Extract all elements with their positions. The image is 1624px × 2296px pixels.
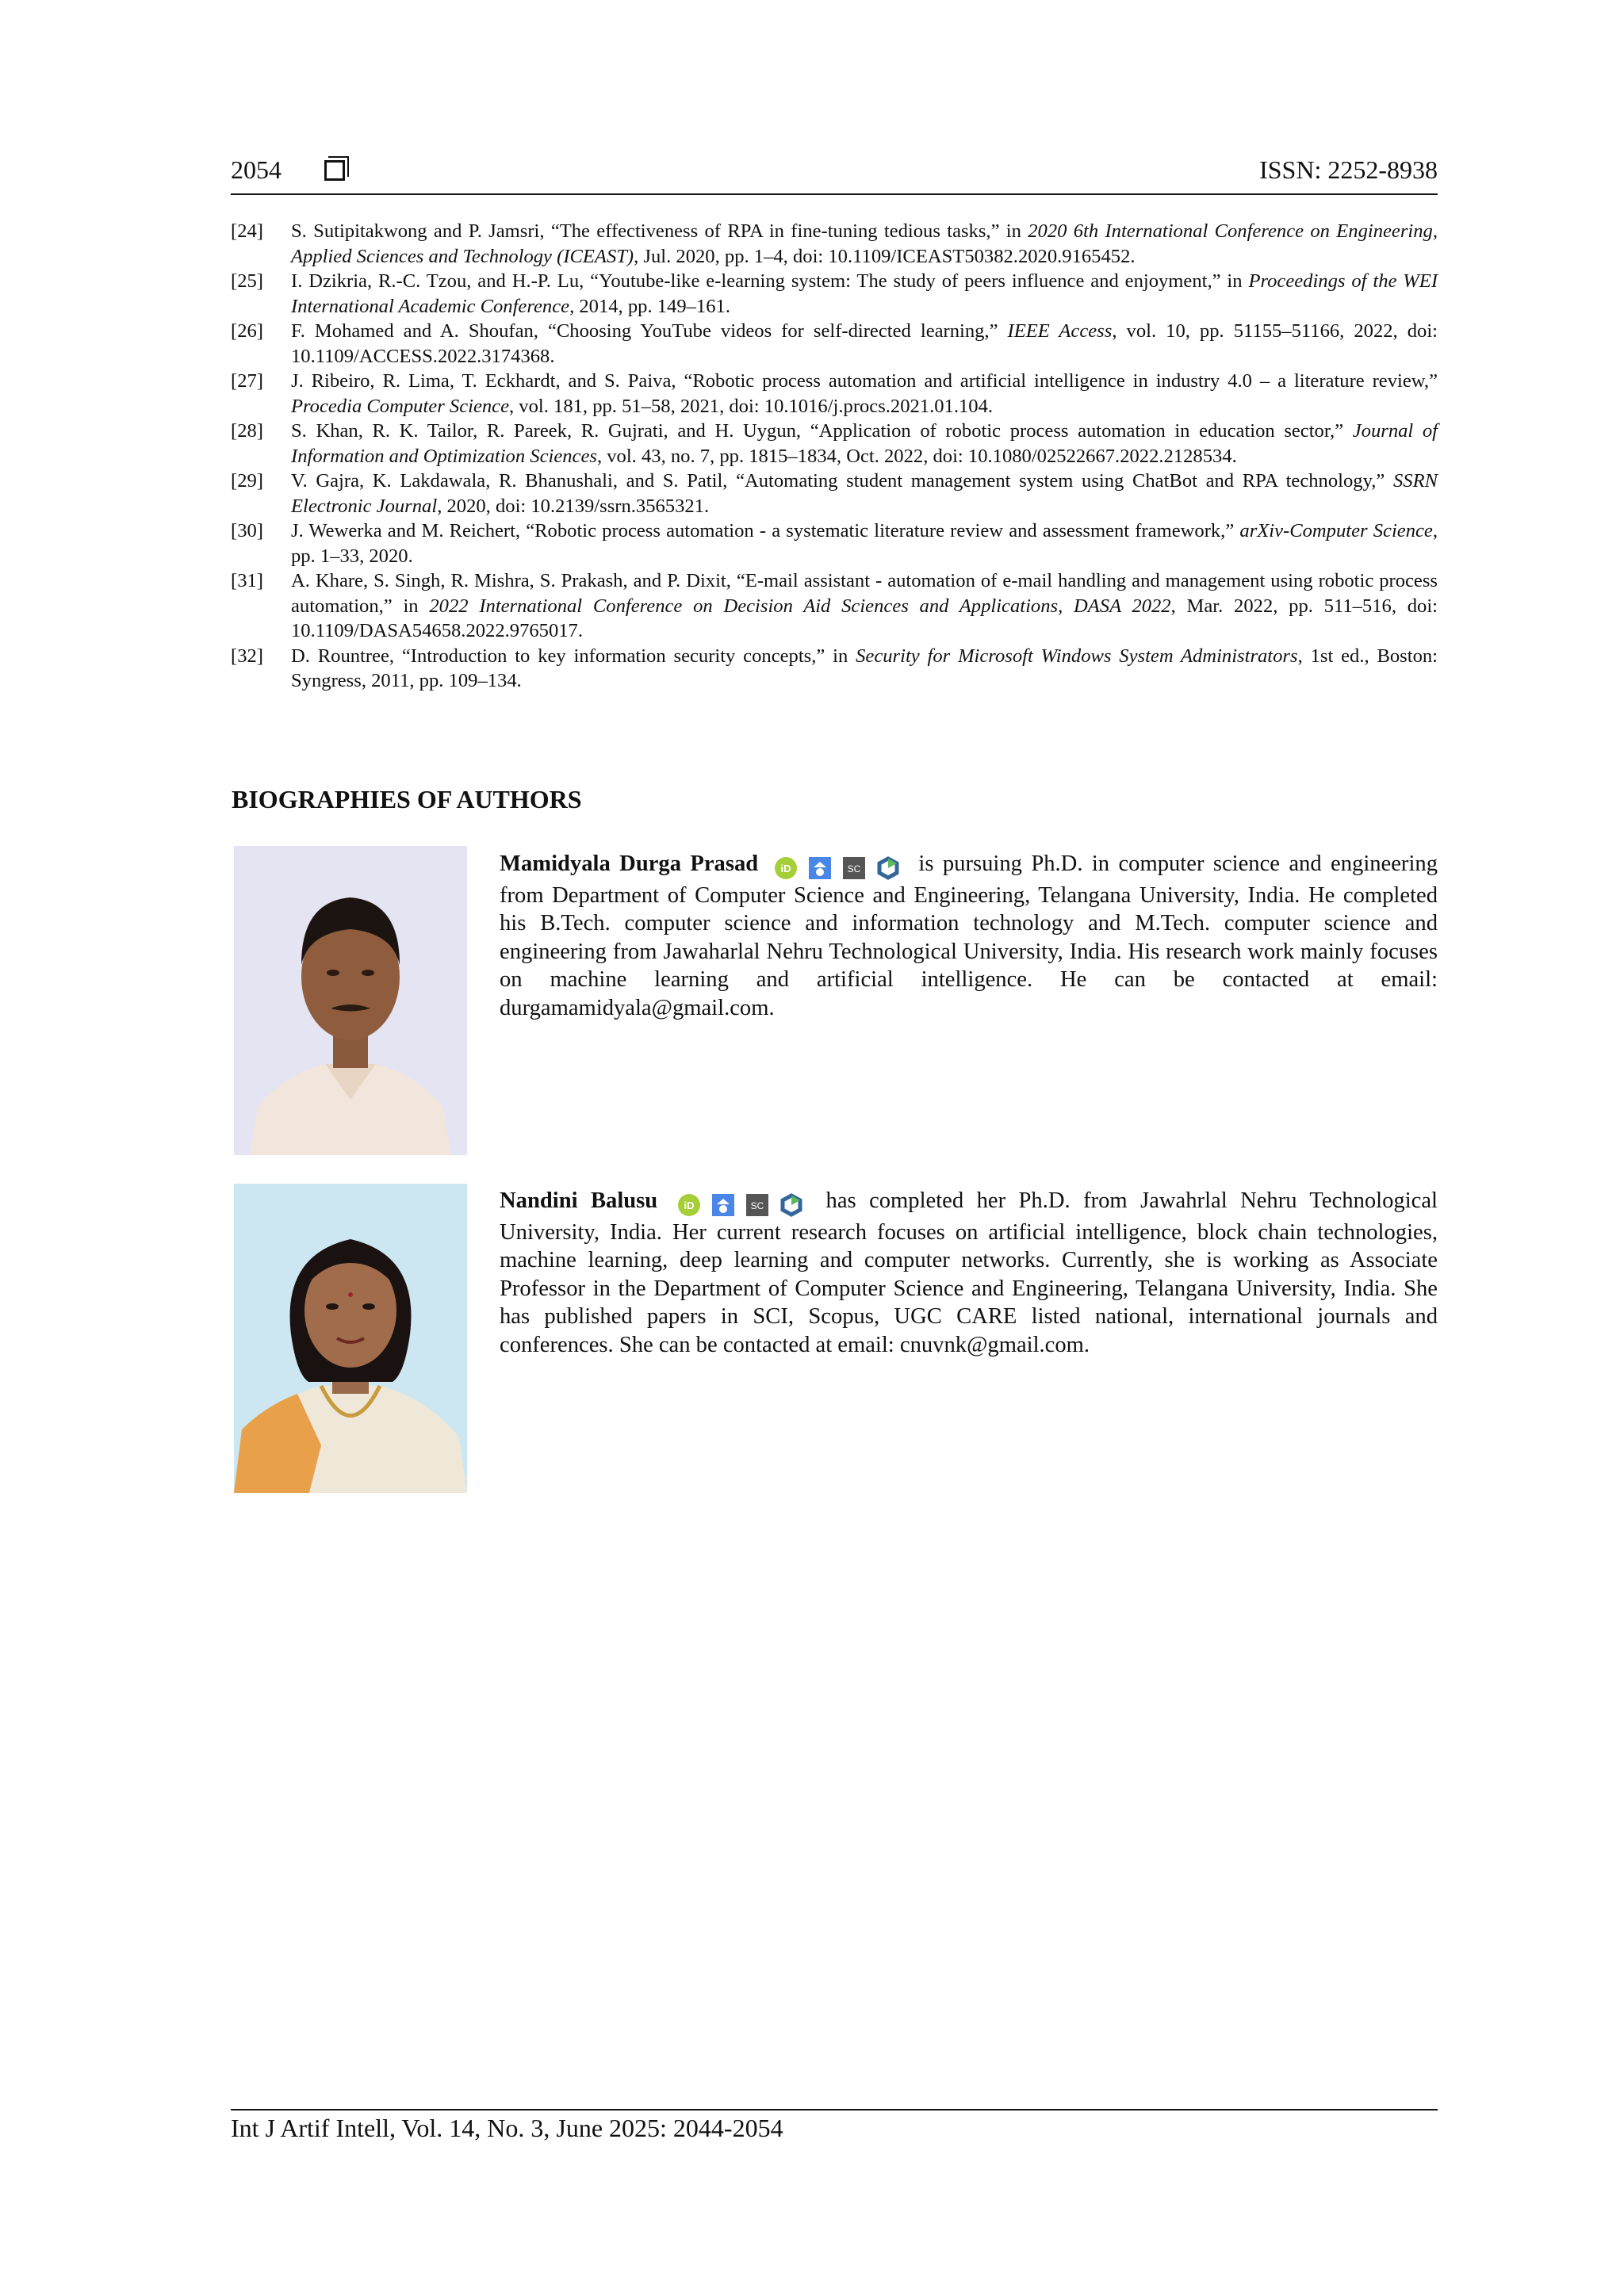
scopus-icon-label: SC xyxy=(847,863,861,875)
reference-text xyxy=(291,570,1438,641)
google-scholar-icon[interactable] xyxy=(711,1193,735,1217)
page-footer xyxy=(231,2109,1438,2143)
reference-segment: , vol. 43, no. 7, pp. 1815–1834, Oct. 2022, doi: 10.1080/02522667.2022.2128534. xyxy=(596,445,1237,467)
reference-segment: , 2014, pp. 149–161. xyxy=(569,295,730,317)
reference-number: [24] xyxy=(231,220,263,242)
reference-text xyxy=(291,470,1438,517)
reference-number: [29] xyxy=(231,470,263,492)
reference-segment: V. Gajra, K. Lakdawala, R. Bhanushali, and S. Patil, “Automating student management system using ChatBot and RPA technology,” xyxy=(291,470,1393,492)
reference-venue: IEEE Access xyxy=(1007,320,1113,342)
publons-icon[interactable] xyxy=(779,1193,803,1217)
orcid-icon[interactable] xyxy=(774,856,798,880)
reference-segment: S. Khan, R. K. Tailor, R. Pareek, R. Gujrati, and H. Uygun, “Application of robotic process automation in education sector,” xyxy=(291,420,1353,442)
publons-icon[interactable] xyxy=(876,856,900,880)
page-header xyxy=(231,152,1438,195)
reference-venue: Journal of Information and Optimization Sciences xyxy=(291,420,1438,467)
reference-item xyxy=(231,219,1438,269)
author-bio-2 xyxy=(500,1187,1438,1359)
reference-item xyxy=(231,469,1438,519)
page-number: 2054 xyxy=(231,155,282,184)
author-name: Mamidyala Durga Prasad xyxy=(500,851,759,876)
reference-text xyxy=(291,220,1438,267)
reference-item xyxy=(231,519,1438,568)
reference-item xyxy=(231,419,1438,469)
reference-number: [32] xyxy=(231,645,263,667)
reference-text xyxy=(291,520,1438,567)
orcid-icon[interactable] xyxy=(677,1193,701,1217)
reference-venue: 2020 6th International Conference on Engineering, Applied Sciences and Technology (ICEAST) xyxy=(291,220,1438,267)
author-bio-1 xyxy=(500,850,1438,1022)
profile-icons xyxy=(774,853,905,882)
reference-venue: Procedia Computer Science xyxy=(291,395,509,417)
author-name: Nandini Balusu xyxy=(500,1188,658,1213)
reference-segment: D. Rountree, “Introduction to key information security concepts,” in xyxy=(291,645,856,667)
reference-segment: , vol. 181, pp. 51–58, 2021, doi: 10.1016/j.procs.2021.01.104. xyxy=(509,395,994,417)
reference-number: [26] xyxy=(231,320,263,342)
reference-segment: , Jul. 2020, pp. 1–4, doi: 10.1109/ICEAST50382.2020.9165452. xyxy=(634,245,1136,267)
reference-segment: J. Ribeiro, R. Lima, T. Eckhardt, and S. Paiva, “Robotic process automation and artificial intelligence in industry 4.0 – a literature review,” xyxy=(291,370,1438,392)
square-bullet-icon xyxy=(324,160,345,181)
reference-segment: , pp. 1–33, 2020. xyxy=(291,520,1438,567)
orcid-icon-label: iD xyxy=(780,863,791,875)
reference-venue: arXiv-Computer Science xyxy=(1239,520,1433,541)
reference-text xyxy=(291,420,1438,467)
reference-number: [30] xyxy=(231,520,263,541)
reference-venue: 2022 International Conference on Decision Aid Sciences and Applications, DASA 2022 xyxy=(429,595,1171,617)
reference-venue: Security for Microsoft Windows System Administrators xyxy=(856,645,1298,667)
scopus-icon[interactable] xyxy=(745,1193,769,1217)
reference-number: [28] xyxy=(231,420,263,442)
reference-venue: Proceedings of the WEI International Academic Conference xyxy=(291,270,1438,317)
reference-list xyxy=(231,219,1438,694)
reference-segment: A. Khare, S. Singh, R. Mishra, S. Prakash, and P. Dixit, “E-mail assistant - automation of e-mail handling and management using robotic process automation,” in xyxy=(291,570,1438,617)
profile-icons xyxy=(677,1190,808,1219)
reference-item xyxy=(231,568,1438,644)
reference-venue: SSRN Electronic Journal xyxy=(291,470,1438,517)
reference-number: [31] xyxy=(231,570,263,591)
journal-citation: Int J Artif Intell, Vol. 14, No. 3, June 2025: 2044-2054 xyxy=(231,2114,783,2142)
reference-segment: , Mar. 2022, pp. 511–516, doi: 10.1109/DASA54658.2022.9765017. xyxy=(291,595,1438,641)
section-heading: BIOGRAPHIES OF AUTHORS xyxy=(232,785,582,813)
reference-number: [27] xyxy=(231,370,263,392)
author-bio-text: has completed her Ph.D. from Jawahrlal Nehru Technological University, India. Her current research focuses on artificial intelligence, block chain technologies, machine learning, deep learning and computer networks. Currently, she is working as Associate Professor in the Department of Computer Science and Engineering, Telangana University, India. She has published papers in SCI, Scopus, UGC CARE listed national, international journals and conferences. She can be contacted at email: cnuvnk@gmail.com. xyxy=(500,1188,1438,1357)
reference-text xyxy=(291,270,1438,317)
reference-segment: I. Dzikria, R.-C. Tzou, and H.-P. Lu, “Youtube-like e-learning system: The study of peers influence and enjoyment,” in xyxy=(291,270,1249,292)
scopus-icon[interactable] xyxy=(842,856,866,880)
reference-item xyxy=(231,319,1438,369)
reference-item xyxy=(231,369,1438,419)
reference-segment: , vol. 10, pp. 51155–51166, 2022, doi: 10.1109/ACCESS.2022.3174368. xyxy=(291,320,1438,367)
orcid-icon-label: iD xyxy=(684,1200,695,1212)
reference-text xyxy=(291,645,1438,692)
reference-number: [25] xyxy=(231,270,263,292)
reference-item xyxy=(231,644,1438,694)
reference-segment: , 1st ed., Boston: Syngress, 2011, pp. 109–134. xyxy=(291,645,1438,691)
reference-segment: S. Sutipitakwong and P. Jamsri, “The effectiveness of RPA in fine-tuning tedious tasks,” in xyxy=(291,220,1028,242)
scopus-icon-label: SC xyxy=(750,1200,764,1212)
reference-text xyxy=(291,320,1438,367)
author-bio-text: is pursuing Ph.D. in computer science and engineering from Department of Computer Science and Engineering, Telangana University, India. He completed his B.Tech. computer science and information technology and M.Tech. computer science and engineering from Jawaharlal Nehru Technological University, India. His research work mainly focuses on machine learning and artificial intelligence. He can be contacted at email: durgamamidyala@gmail.com. xyxy=(500,851,1438,1020)
google-scholar-icon[interactable] xyxy=(808,856,832,880)
reference-segment: J. Wewerka and M. Reichert, “Robotic process automation - a systematic literature review and assessment framework,” xyxy=(291,520,1240,541)
reference-item xyxy=(231,269,1438,319)
author-photo-2 xyxy=(234,1184,467,1493)
reference-segment: F. Mohamed and A. Shoufan, “Choosing YouTube videos for self-directed learning,” xyxy=(291,320,1008,342)
reference-text xyxy=(291,370,1438,417)
issn: ISSN: 2252-8938 xyxy=(1259,155,1438,184)
reference-segment: , 2020, doi: 10.2139/ssrn.3565321. xyxy=(437,495,710,517)
author-photo-1 xyxy=(234,846,467,1155)
